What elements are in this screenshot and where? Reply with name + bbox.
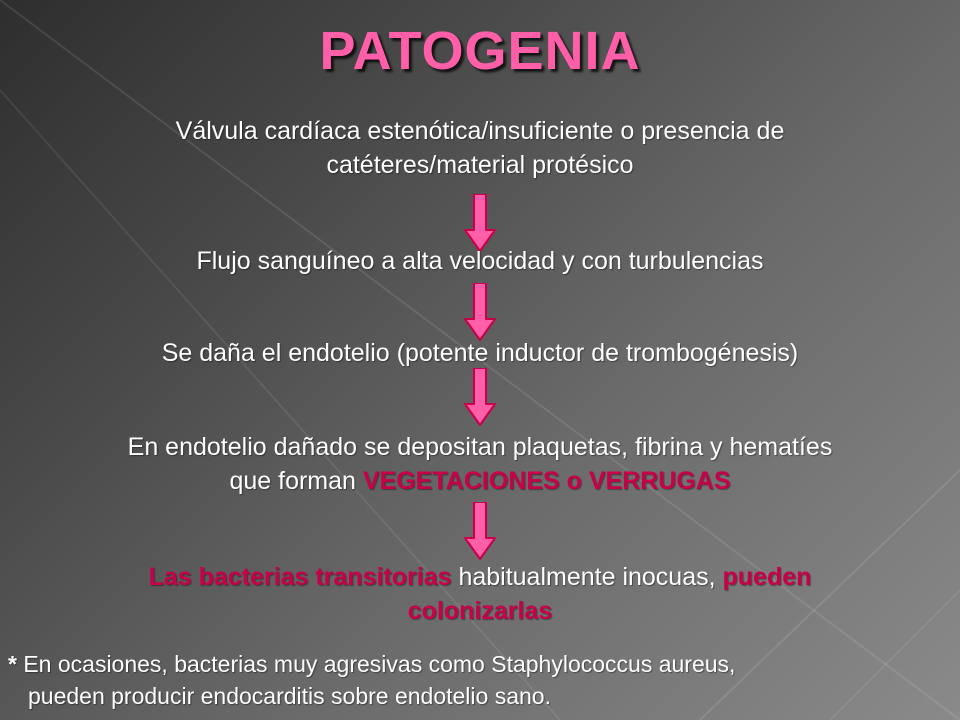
- step-2-blood-flow: Flujo sanguíneo a alta velocidad y con turbulencias: [196, 247, 764, 275]
- footnote-bullet: *: [8, 651, 17, 677]
- footnote-line-1: En ocasiones, bacterias muy agresivas como Staphylococcus aureus,: [16, 651, 736, 677]
- step-4-line-2-prefix: que forman: [229, 467, 363, 495]
- bacteria-highlight: Las bacterias transitorias: [148, 563, 452, 591]
- arrow-down-icon: [464, 368, 496, 426]
- footnote: [8, 648, 952, 712]
- footnote-line-2: pueden producir endocarditis sobre endotelio sano.: [28, 683, 551, 709]
- step-4-vegetations: [10, 430, 950, 498]
- arrow-down-icon: [464, 283, 496, 341]
- step-3-endothelium: Se daña el endotelio (potente inductor de trombogénesis): [161, 339, 799, 367]
- step-5-text: habitualmente inocuas,: [451, 563, 723, 591]
- colonize-highlight: colonizarlas: [407, 597, 553, 625]
- step-1-line-1: Válvula cardíaca estenótica/insuficiente o presencia de: [175, 117, 785, 145]
- step-4-line-1: En endotelio dañado se depositan plaquetas, fibrina y hematíes: [127, 433, 833, 461]
- vegetations-highlight: VEGETACIONES o VERRUGAS: [362, 467, 731, 495]
- step-1-valve: [10, 114, 950, 182]
- arrow-down-icon: [464, 502, 496, 560]
- pueden-highlight: pueden: [722, 563, 812, 591]
- step-1-line-2: catéteres/material protésico: [326, 151, 634, 179]
- step-5-bacteria: [10, 560, 950, 628]
- slide-title: PATOGENIA: [319, 21, 641, 81]
